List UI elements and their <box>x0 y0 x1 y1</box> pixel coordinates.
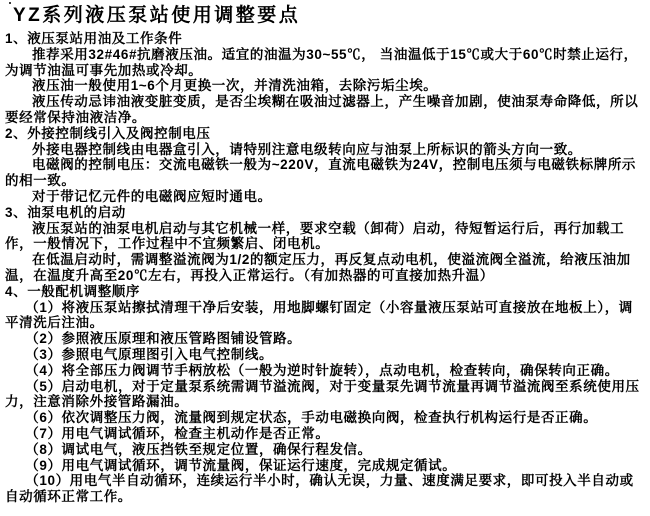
numbered-item: （2）参照液压原理和液压管路图铺设管路。 <box>25 331 302 347</box>
section-heading: 2、外接控制线引入及阀控制电压 <box>5 125 211 141</box>
scan-artifact-dot <box>9 2 11 4</box>
paragraph: 电磁阀的控制电压：交流电磁铁一般为~220V，直流电磁铁为24V，控制电压须与电磁铁标牌所示的相一致。 <box>5 157 637 189</box>
numbered-item: （7）用电气调试循环，检查主机动作是否正常。 <box>25 425 330 441</box>
paragraph: 对于带记忆元件的电磁阀应短时通电。 <box>32 188 272 204</box>
section-external-control-wiring-and-valve-voltage <box>5 126 642 205</box>
section-heading: 1、液压泵站用油及工作条件 <box>5 31 183 46</box>
numbered-item: （1）将液压泵站擦拭清理干净后安装，用地脚螺钉固定（小容量液压泵站可直接放在地板上），调平清洗后注油。 <box>5 299 633 331</box>
section-general-adjustment-sequence <box>5 284 642 505</box>
paragraph: 在低温启动时，需调整溢流阀为1/2的额定压力，再反复点动电机，使溢流阀全溢流，给液压油加温，在温度升高至20℃左右，再投入正常运行。（有加热器的可直接加热升温） <box>5 252 631 283</box>
paragraph: 液压油一般使用1~6个月更换一次，并清洗油箱，去除污垢尘埃。 <box>32 78 438 94</box>
numbered-item: （9）用电气调试循环，调节流量阀，保证运行速度，完成规定循试。 <box>25 457 457 473</box>
numbered-item: （8）调试电气，液压挡铁至规定位置，确保行程发信。 <box>25 441 372 457</box>
paragraph: 外接电器控制线由电器盒引入，请特别注意电级转向应与油泵上所标识的箭头方向一致。 <box>32 141 582 157</box>
section-heading: 4、一般配机调整顺序 <box>5 283 141 299</box>
numbered-item: （6）依次调整压力阀，流量阀到规定状态，手动电磁换向阀，检查执行机构运行是否正确。 <box>25 410 598 426</box>
page-title: YZ系列液压泵站使用调整要点 <box>13 5 301 26</box>
numbered-item: （10）用电气半自动循环，连续运行半小时，确认无误，力量、速度满足要求，即可投入半自动或自动循环正常工作。 <box>5 473 634 505</box>
paragraph: 推荐采用32#46#抗磨液压油。适宜的油温为30~55℃， 当油温低于15℃或大于60℃时禁止运行，为调节油温可事先加热或冷却。 <box>5 46 638 78</box>
numbered-item: （4）将全部压力阀调节手柄放松（一般为逆时针旋转），点动电机，检查转向，确保转向正确。 <box>25 362 619 378</box>
paragraph: 液压泵站的油泵电机启动与其它机械一样，要求空载（卸荷）启动，待短暂运行后，再行加载工作，一般情况下，工作过程中不宜频繁启、闭电机。 <box>5 220 625 252</box>
section-pump-motor-startup <box>5 205 642 284</box>
section-heading: 3、油泵电机的启动 <box>5 204 126 220</box>
section-oil-and-working-conditions <box>5 31 642 126</box>
paragraph: 液压传动忌讳油液变脏变质，是否尘埃糊在吸油过滤器上，产生噪音加剧，使油泵寿命降低，所以要经常保持油液洁净。 <box>5 94 639 125</box>
numbered-item: （3）参照电气原理图引入电气控制线。 <box>25 346 274 362</box>
numbered-item: （5）启动电机，对于定量泵系统需调节溢流阀，对于变量泵先调节流量再调节溢流阀至系统使用压力，注意消除外接管路漏油。 <box>5 378 640 410</box>
